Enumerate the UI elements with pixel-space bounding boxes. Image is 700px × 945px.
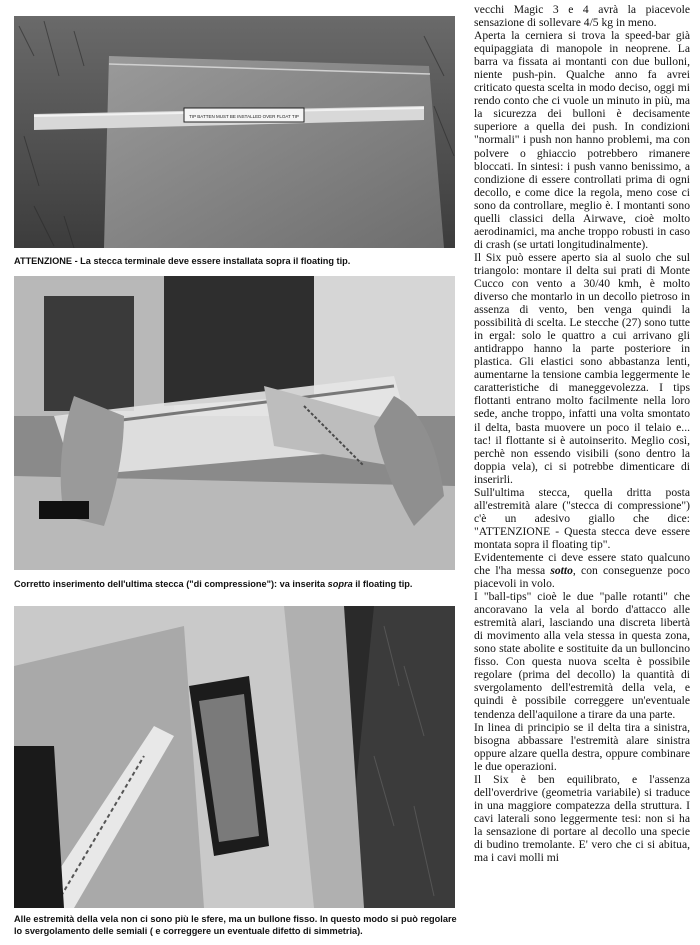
paragraph-3: Il Six può essere aperto sia al suolo che sul triangolo: montare il delta sui prati di Monte Cucco con vento a 30/40 kmh, è molto diverso che montarlo in un decollo pietroso in assenza di vento, ben venga quindi la possibilità di scelta. Le stecche (27) sono tutte in ergal: solo le quattro a cui arrivano gli antidrappo hanno la parte posteriore in plastica. Gli elastici sono abbastanza lenti, aumentarne la tensione cambia leggermente le caratteristiche di maneggevolezza. I tips flottanti entrano molto facilmente nella loro sede, anche troppo, infatti una volta smontato il delta, basta muovere un poco il telaio e... tac! il flottante si è autoinserito. Meglio così, perchè non essendo visibili (sono dentro la doppia vela), ci si potrebbe dimenticare di inserirli. — [474, 250, 690, 486]
caption-photo-2 — [14, 578, 457, 590]
caption-photo-2-emphasis: sopra — [327, 579, 353, 589]
paragraph-5-emphasis: sotto — [550, 564, 573, 578]
caption-photo-2-after: il floating tip. — [352, 579, 413, 589]
paragraph-6: I "ball-tips" cioè le due "palle rotanti" che ancoravano la vela al bordo d'attacco alle estremità alari, lasciando una discreta libertà di movimento alla vela stessa in questa zona, sono state abolite e sostituite da un bulloncino fisso. Con questa nuova scelta è possibile regolare (prima del decollo) la quantità di svergolamento dell'estremità della vela, e quindi è possibile correggere un'eventuale tendenza dell'aquilone a tirare da una parte. — [474, 590, 690, 721]
paragraph-4: Sull'ultima stecca, quella dritta posta all'estremità alare ("stecca di compressione") c'è un adesivo giallo che dice: "ATTENZIONE - Questa stecca deve essere montata sopra il floating tip". — [474, 485, 690, 551]
photo-compression-batten — [14, 276, 455, 570]
paragraph-5 — [474, 551, 690, 590]
paragraph-5-after: , con conseguenze poco piacevoli in volo. — [474, 564, 690, 591]
paragraph-1: vecchi Magic 3 e 4 avrà la piacevole sensazione di sollevare 4/5 kg in meno. — [474, 3, 690, 30]
paragraph-8: Il Six è ben equilibrato, e l'assenza dell'overdrive (geometria variabile) si traduce in una maggiore compatezza della struttura. I cavi laterali sono leggermente tesi: non si ha la sensazione di portare al decollo una specie di budino tremolante. E' vero che ci si abitua, ma i cavi molli mi — [474, 772, 690, 865]
caption-photo-1: ATTENZIONE - La stecca terminale deve essere installata sopra il floating tip. — [14, 256, 351, 266]
paragraph-5-before: Evidentemente ci deve essere stato qualcuno che l'ha messa — [474, 550, 690, 578]
photo-wing-tip-bolt — [14, 606, 455, 908]
batten-sticker-text: TIP BATTEN MUST BE INSTALLED OVER FLOAT TIP — [189, 114, 299, 119]
paragraph-2: Aperta la cerniera si trova la speed-bar già equipaggiata di manopole in neoprene. La barra va fissata ai montanti con due bulloni, niente push-pin. Qualche anno fa avrei criticato questa scelta in modo deciso, oggi mi rendo conto che ci vuole un minuto in più, ma la sicurezza dei bulloni è decisamente superiore a quella dei push. In condizioni "normali" i push non hanno problemi, ma con polvere o ghiaccio potrebbero rimanere bloccati. In sintesi: i push vanno benissimo, a condizione di essere controllati prima di ogni decollo, e come dice la regola, meno cose ci sono da controllare, meglio è. I montanti sono quelli classici della Airwave, cioè molto aerodinamici, ma anche troppo robusti in caso di crash (se urtati longitudinalmente). — [474, 29, 690, 251]
caption-photo-2-before: Corretto inserimento dell'ultima stecca ("di compressione"): va inserita — [14, 579, 328, 589]
article-column — [474, 3, 690, 864]
caption-photo-3: Alle estremità della vela non ci sono più le sfere, ma un bullone fisso. In questo modo si può regolare lo svergolamento delle semiali ( e correggere un eventuale difetto di simmetria). — [14, 914, 457, 936]
paragraph-7: In linea di principio se il delta tira a sinistra, bisogna abbassare l'estremità alare sinistra oppure alzare quella destra, oppure combinare le due operazioni. — [474, 720, 690, 773]
photo-tip-batten — [14, 16, 455, 248]
